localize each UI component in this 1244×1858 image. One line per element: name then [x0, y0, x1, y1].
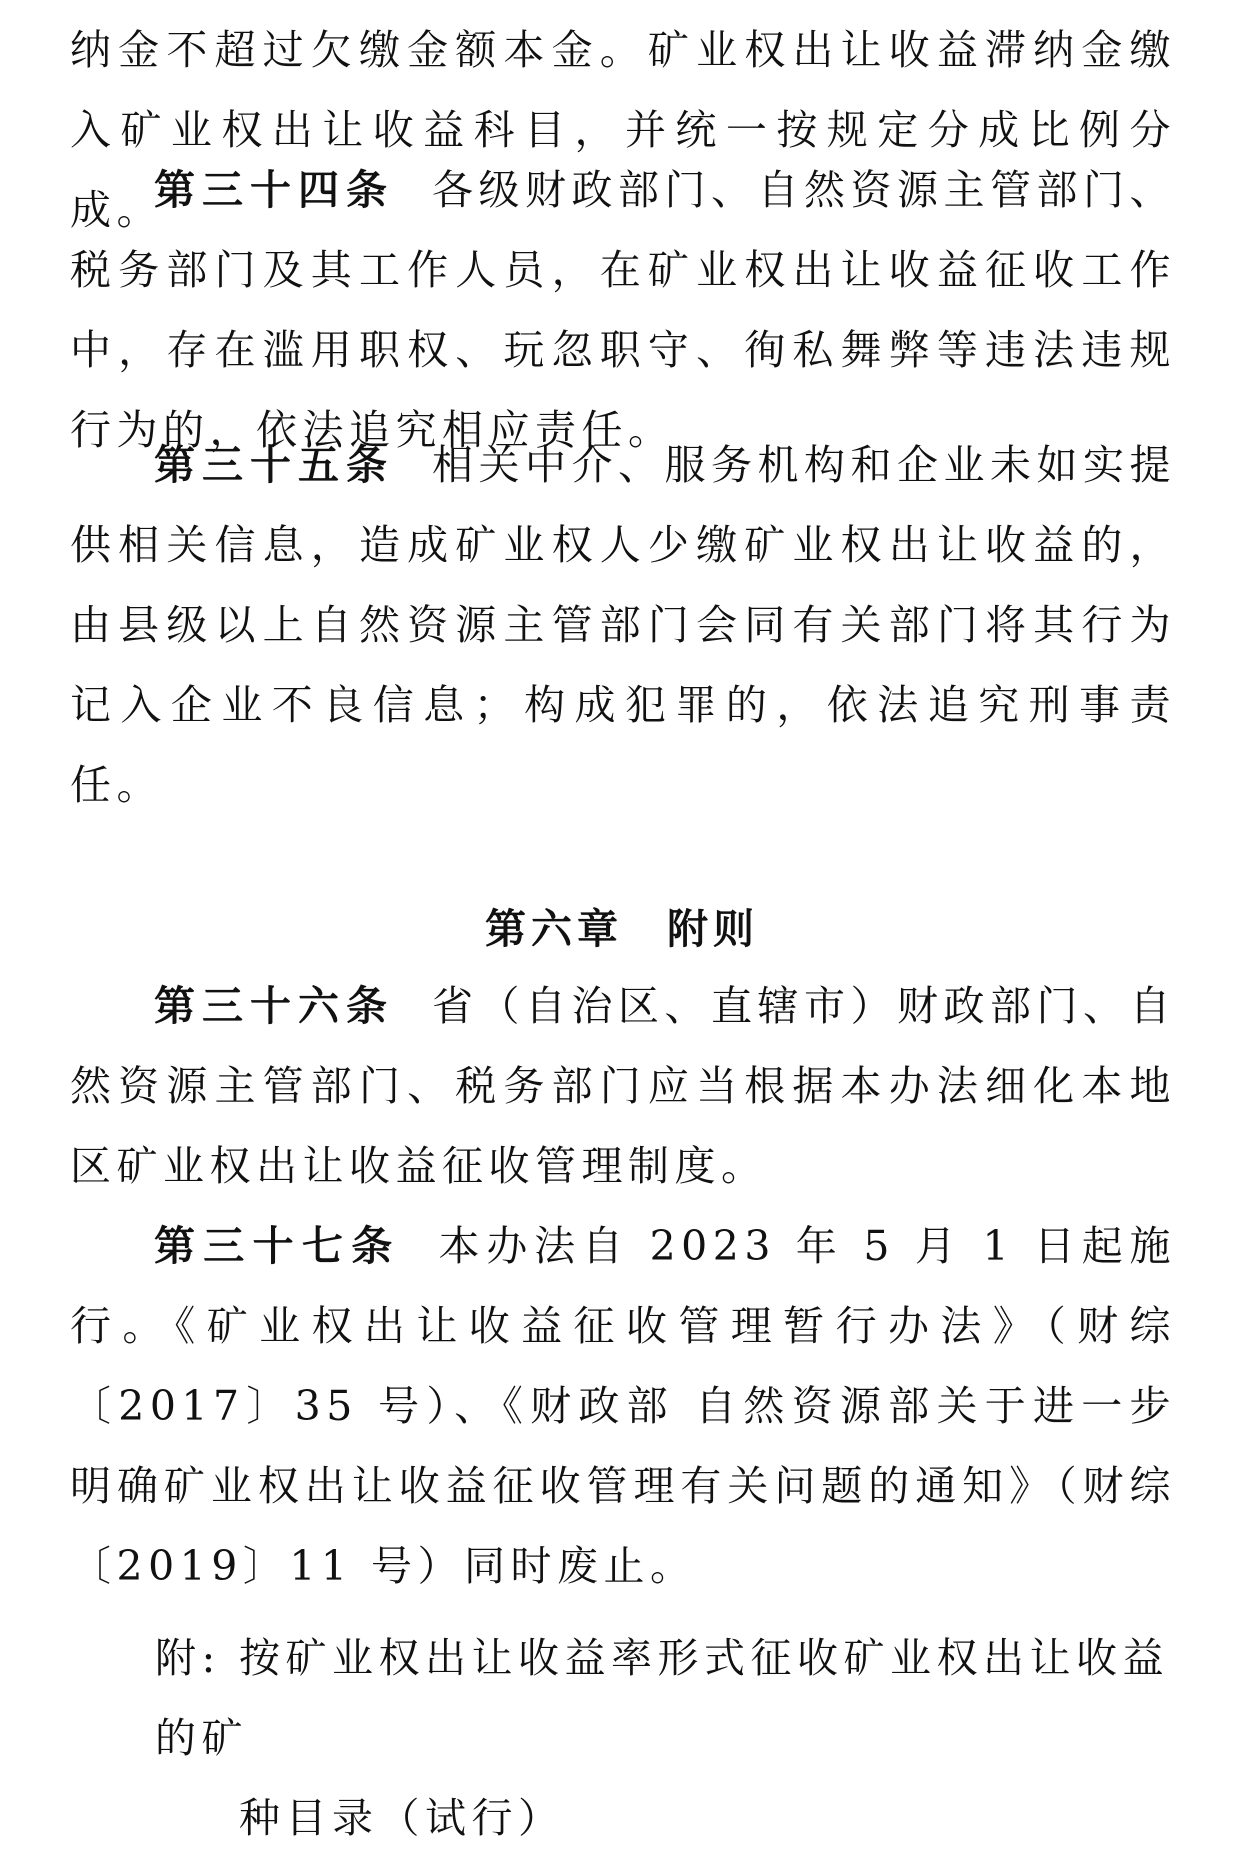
- chapter-number: 第六章: [485, 905, 623, 953]
- article-number: 第三十四条: [154, 166, 394, 214]
- article-34: [70, 150, 1176, 470]
- article-37: [70, 1206, 1176, 1606]
- paragraph-text: 纳金不超过欠缴金额本金。矿业权出让收益滞纳金缴入矿业权出让收益科目，并统一按规定分成比例分成。: [70, 26, 1176, 234]
- article-text: 相关中介、服务机构和企业未如实提供相关信息，造成矿业权人少缴矿业权出让收益的，由县级以上自然资源主管部门会同有关部门将其行为记入企业不良信息；构成犯罪的，依法追究刑事责任。: [70, 441, 1176, 809]
- chapter-title: 附则: [667, 905, 759, 953]
- attachment-note: [155, 1618, 1185, 1858]
- article-text: 省（自治区、直辖市）财政部门、自然资源主管部门、税务部门应当根据本办法细化本地区矿业权出让收益征收管理制度。: [70, 982, 1176, 1190]
- article-number: 第三十七条: [154, 1222, 401, 1270]
- article-text: 各级财政部门、自然资源主管部门、税务部门及其工作人员，在矿业权出让收益征收工作中，存在滥用职权、玩忽职守、徇私舞弊等违法违规行为的，依法追究相应责任。: [70, 166, 1176, 454]
- chapter-heading: [0, 894, 1244, 964]
- attachment-label: 附:: [155, 1634, 221, 1682]
- attachment-line-1: 按矿业权出让收益率形式征收矿业权出让收益的矿: [155, 1634, 1169, 1762]
- article-36: [70, 966, 1176, 1206]
- article-35: [70, 425, 1176, 825]
- article-number: 第三十五条: [154, 441, 394, 489]
- article-text: 本办法自 2023 年 5 月 1 日起施行。《矿业权出让收益征收管理暂行办法》（财综〔2017〕35 号）、《财政部 自然资源部关于进一步明确矿业权出让收益征收管理有关问题的通知》（财综〔2019〕11 号）同时废止。: [70, 1222, 1176, 1590]
- article-number: 第三十六条: [154, 982, 394, 1030]
- attachment-line-2: 种目录（试行）: [239, 1794, 565, 1842]
